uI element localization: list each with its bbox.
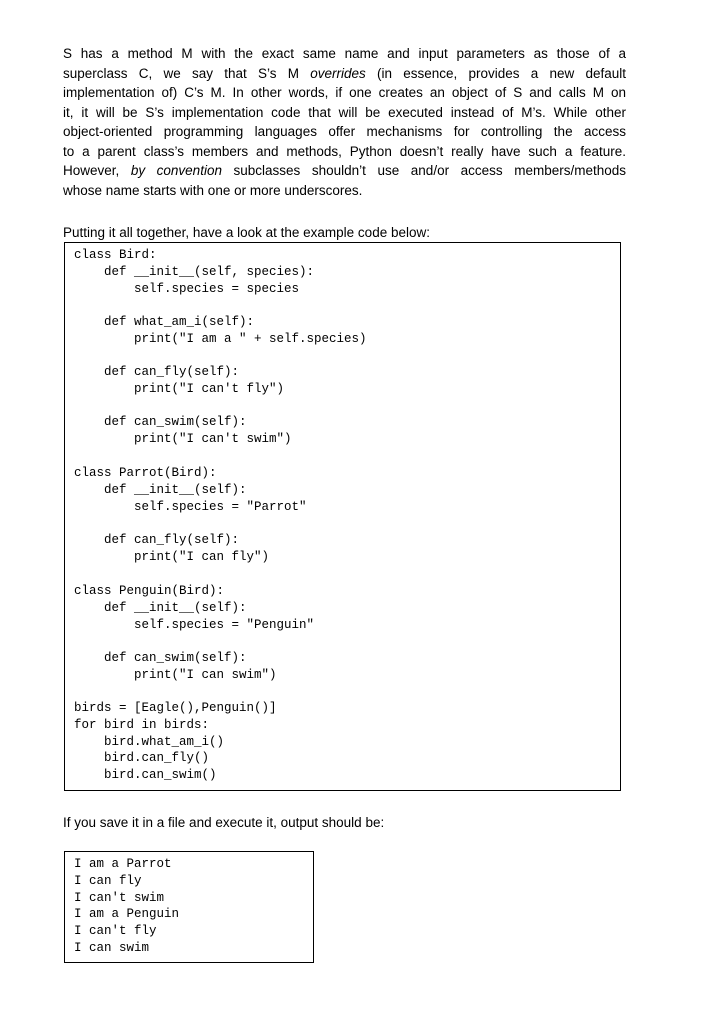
code-can-swim: def can_swim(self): print("I can't swim") (104, 415, 292, 446)
code-penguin-can-swim: def can_swim(self): print("I can swim") (104, 651, 277, 682)
paragraph-line-4: it, it will be S’s implementation code that will be executed instead of M’s. While other (63, 104, 626, 120)
paragraph-line-7-text: However, by convention subclasses shouldn’t use and/or access members/methods (63, 163, 626, 178)
code-main-loop: birds = [Eagle(),Penguin()] for bird in birds: bird.what_am_i() bird.can_fly() bird.can_swim() (74, 701, 277, 783)
code-parrot-class: class Parrot(Bird): def __init__(self): self.species = "Parrot" (74, 466, 307, 514)
code-bird-class: class Bird: def __init__(self, species): self.species = species (74, 248, 315, 296)
program-output: I am a Parrot I can fly I can't swim I am a Penguin I can't fly I can swim (74, 857, 180, 955)
paragraph-line-3: implementation of) C’s M. In other words, if one creates an object of S and calls M on (63, 85, 626, 100)
example-intro: Putting it all together, have a look at the example code below: (63, 225, 430, 240)
explanation-paragraph (63, 44, 626, 200)
output-label: If you save it in a file and execute it, output should be: (63, 815, 385, 830)
paragraph-line-2 (63, 64, 626, 84)
paragraph-line-6: to a parent class’s members and methods, Python doesn’t really have such a feature. (63, 143, 626, 159)
paragraph-line-8: whose name starts with one or more underscores. (63, 182, 363, 198)
code-penguin-class: class Penguin(Bird): def __init__(self): self.species = "Penguin" (74, 584, 315, 632)
paragraph-line-5: object-oriented programming languages offer mechanisms for controlling the access (63, 124, 626, 139)
paragraph-line-1: S has a method M with the exact same name and input parameters as those of a (63, 46, 626, 61)
paragraph-line-2-text: superclass C, we say that S’s M overrides (in essence, provides a new default (63, 65, 627, 81)
paragraph-line-7 (63, 161, 626, 181)
code-can-fly: def can_fly(self): print("I can't fly") (104, 365, 285, 396)
code-what-am-i: def what_am_i(self): print("I am a " + self.species) (104, 315, 367, 346)
code-parrot-can-fly: def can_fly(self): print("I can fly") (104, 533, 270, 564)
